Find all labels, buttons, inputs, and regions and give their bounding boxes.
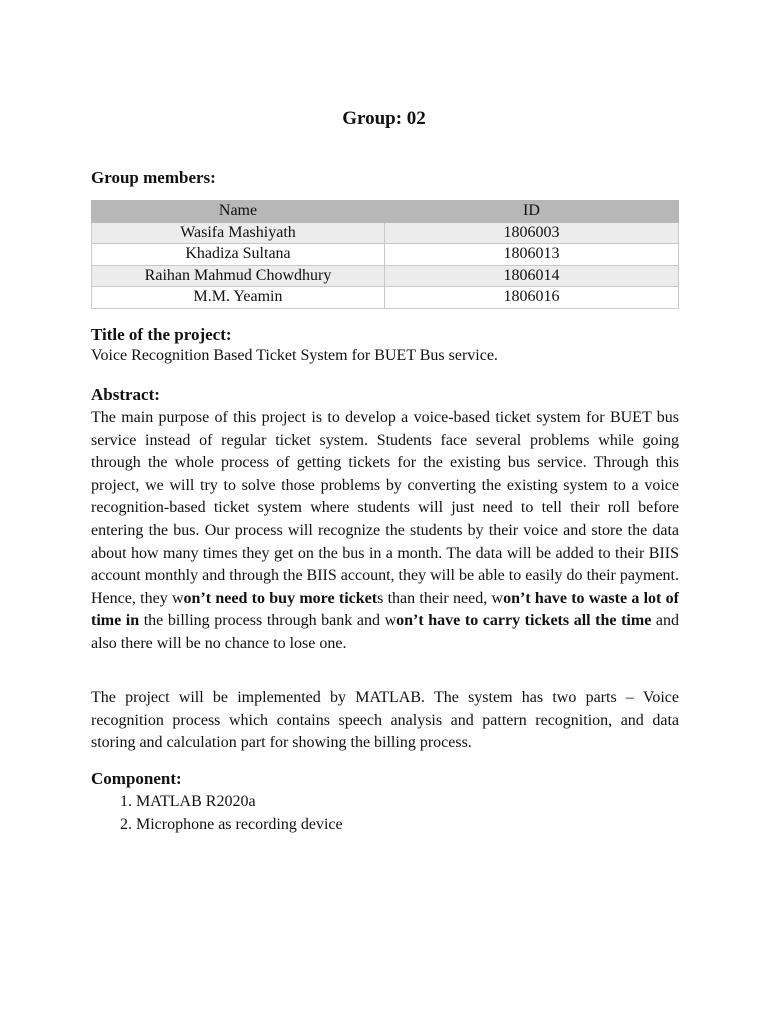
member-name: M.M. Yeamin — [92, 287, 385, 309]
abstract-heading: Abstract: — [91, 385, 160, 404]
implementation-paragraph: The project will be implemented by MATLAB. The system has two parts – Voice recognition process which contains speech analysis and pattern recognition, and data storing and calculation part for showing the billing process. — [91, 689, 679, 752]
member-name: Wasifa Mashiyath — [92, 222, 385, 244]
project-title-heading: Title of the project: — [91, 325, 232, 344]
component-list — [91, 790, 343, 836]
members-heading: Group members: — [91, 168, 216, 187]
component-heading: Component: — [91, 769, 182, 788]
list-item: 1. MATLAB R2020a — [136, 790, 343, 813]
member-id: 1806014 — [385, 265, 679, 287]
abstract-text: and also there will be no chance to lose one. — [91, 612, 680, 652]
list-item: 2. Microphone as recording device — [136, 813, 343, 836]
members-table — [91, 200, 679, 309]
table-header-row — [92, 201, 679, 223]
member-name: Khadiza Sultana — [92, 244, 385, 266]
page-title: Group: 02 — [342, 108, 426, 129]
project-title-text: Voice Recognition Based Ticket System for BUET Bus service. — [91, 347, 498, 364]
abstract-text: The main purpose of this project is to develop a voice-based ticket system for BUET bus service instead of regular ticket system. Students face several problems while going through the whole process of getting tickets for the existing bus service. Through this project, we will try to solve those problems by converting the existing system to a voice recognition-based ticket system where students will just need to tell their roll before entering the bus. Our process will recognize the students by their voice and store the data about how many times they get on the bus in a month. The data will be added to their BIIS account monthly and through the BIIS account, they will be able to easily do their payment. Hence, they w — [91, 409, 679, 607]
column-header-name: Name — [92, 201, 385, 223]
member-name: Raihan Mahmud Chowdhury — [92, 265, 385, 287]
table-row — [92, 265, 679, 287]
member-id: 1806003 — [385, 222, 679, 244]
abstract-emphasis: on’t have to carry tickets all the time — [396, 612, 652, 630]
abstract-paragraph — [91, 407, 679, 656]
abstract-text: the billing process through bank and w — [139, 612, 397, 630]
member-id: 1806016 — [385, 287, 679, 309]
abstract-emphasis: on’t need to buy more ticket — [183, 589, 378, 607]
table-row — [92, 244, 679, 266]
table-row — [92, 287, 679, 309]
member-id: 1806013 — [385, 244, 679, 266]
table-row — [92, 222, 679, 244]
column-header-id: ID — [385, 201, 679, 223]
abstract-text: s than their need, w — [377, 589, 504, 607]
abstract-emphasis: on’t have to waste a lot of time in — [91, 589, 679, 630]
